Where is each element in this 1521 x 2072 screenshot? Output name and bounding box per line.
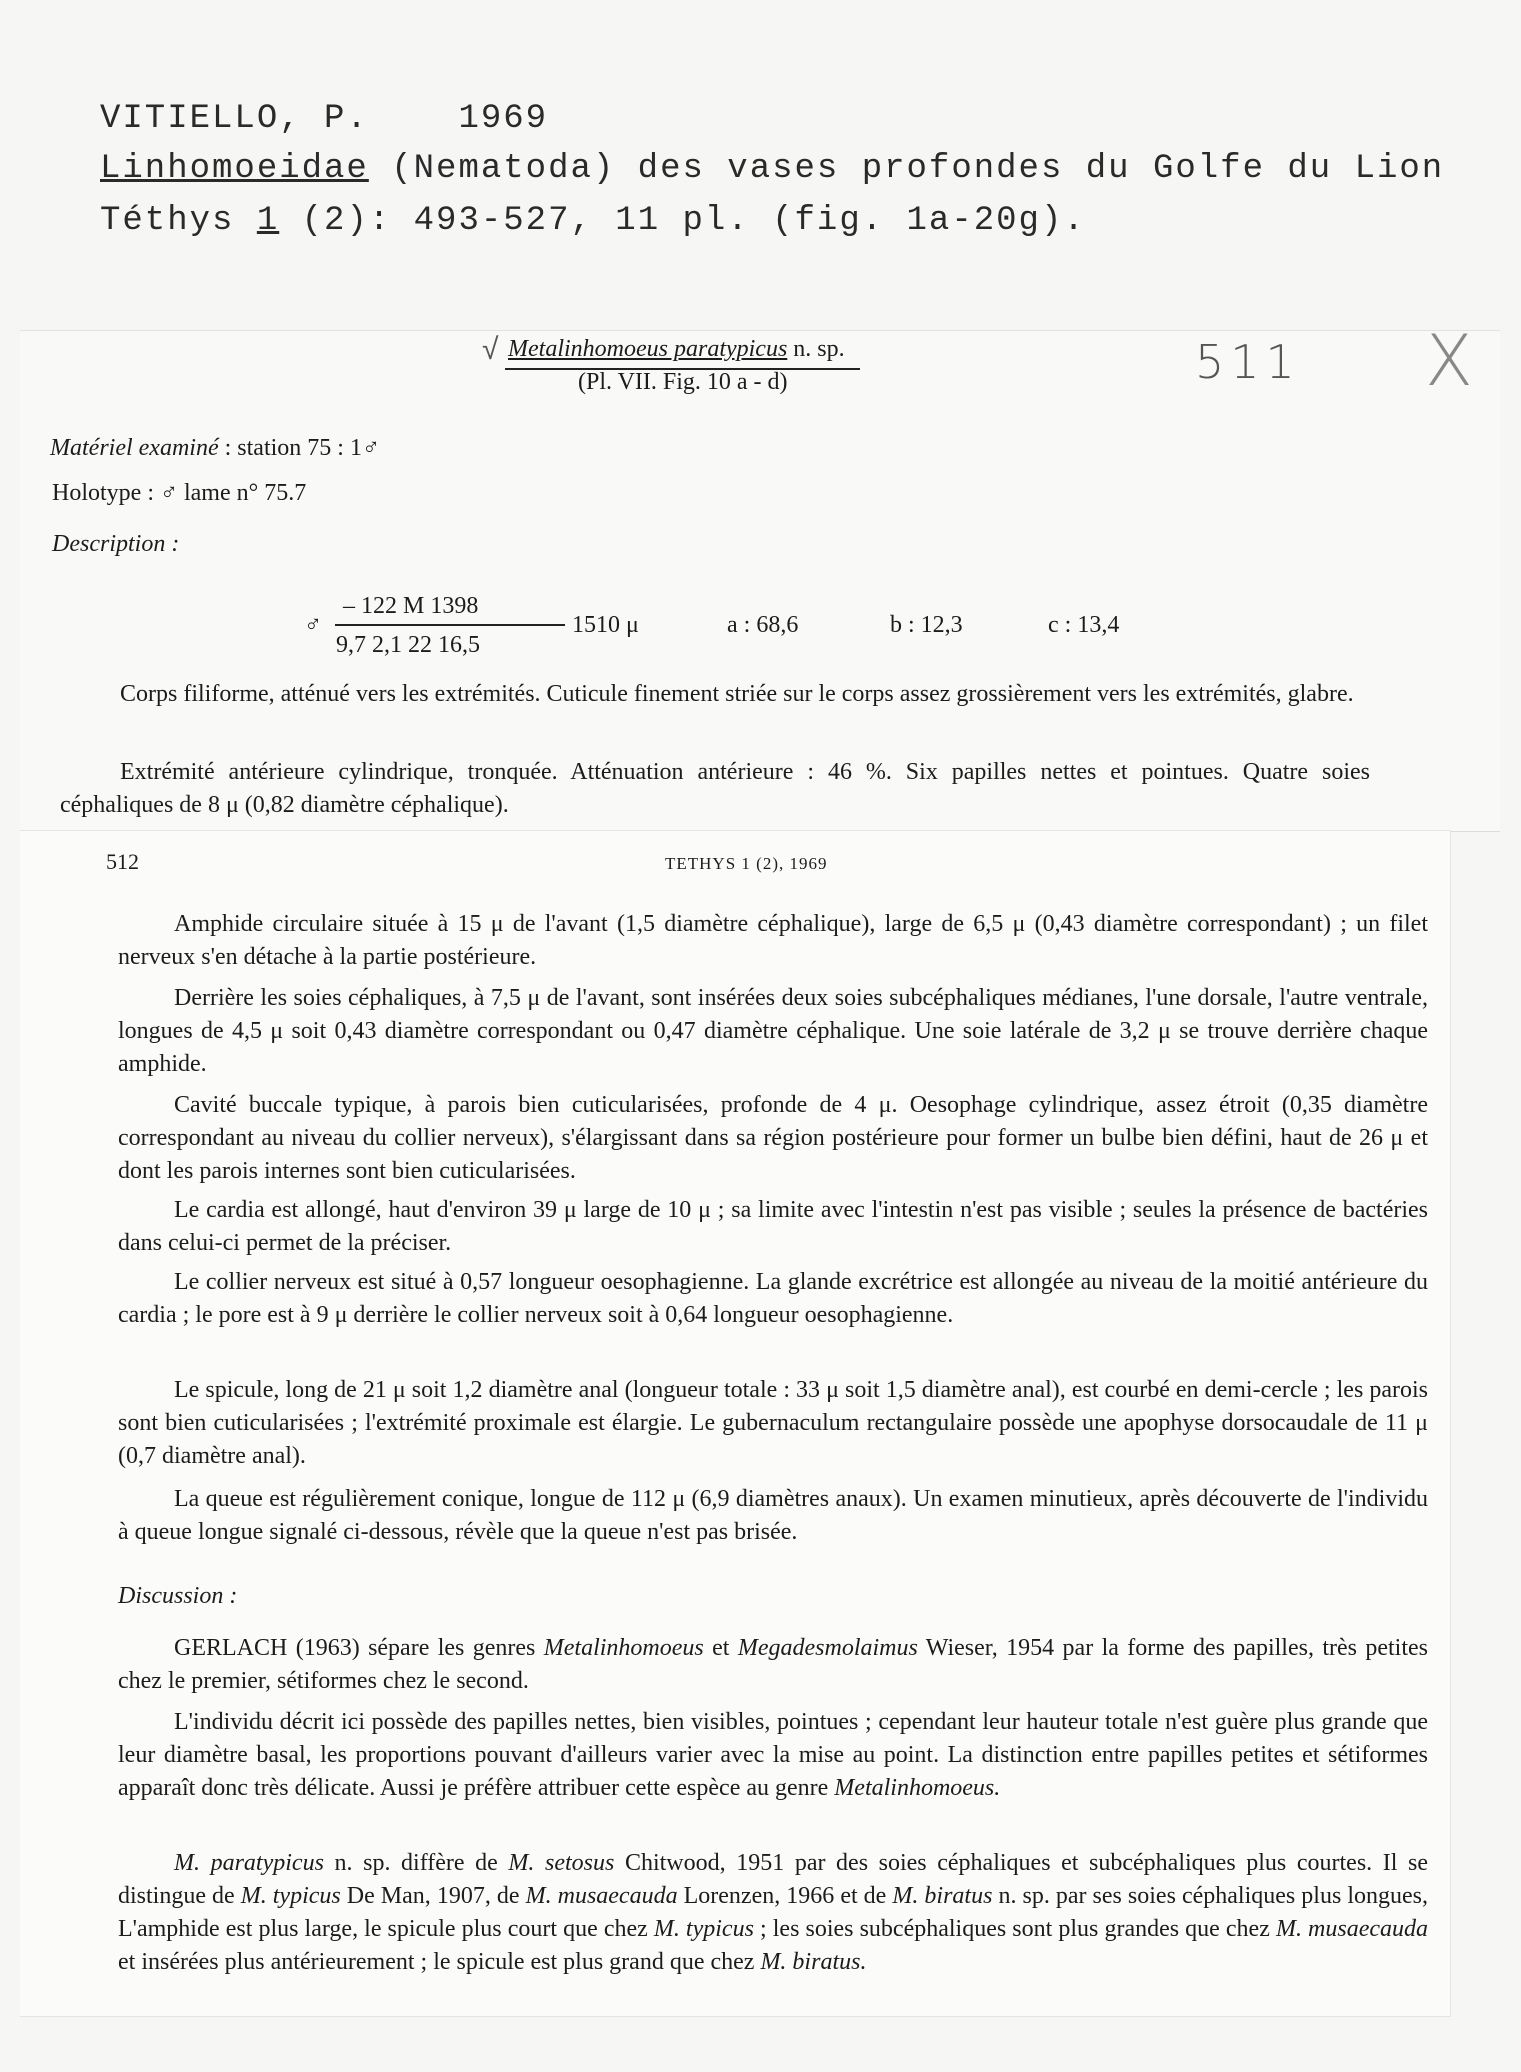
species-suffix: n. sp. [793, 336, 845, 362]
cross-mark: X [1425, 320, 1473, 402]
citation-line-3 [100, 202, 1086, 240]
formula-ratio-a: a : 68,6 [727, 612, 799, 638]
plate-reference: (Pl. VII. Fig. 10 a - d) [578, 369, 788, 395]
material-line [50, 432, 380, 465]
formula-fraction-bar [335, 624, 565, 626]
paragraph-amphid: Amphide circulaire située à 15 μ de l'avant (1,5 diamètre céphalique), large de 6,5 μ (0,43 diamètre correspondant) ; un filet nerveux s'en détache à la partie postérieure. [118, 911, 1428, 970]
running-title: TETHYS 1 (2), 1969 [665, 854, 828, 873]
journal-rest: (2): 493-527, 11 pl. (fig. 1a-20g). [301, 202, 1086, 240]
page-number: 512 [106, 849, 139, 874]
author: VITIELLO, P. [100, 100, 369, 138]
handwritten-page-note: 511 [1195, 335, 1301, 389]
paragraph-nerve-ring: Le collier nerveux est situé à 0,57 longueur oesophagienne. La glande excrétrice est allongée au niveau de la moitié antérieure du cardia ; le pore est à 9 μ derrière le collier nerveux soit à 0,64 longueur oesophagienne. [118, 1269, 1428, 1328]
paragraph-spicule: Le spicule, long de 21 μ soit 1,2 diamètre anal (longueur totale : 33 μ soit 1,5 diamètre anal), est courbé en demi-cercle ; les parois sont bien cuticularisées ; l'extrémité proximale est élargie. Le gubernaculum rectangulaire possède une apophyse dorsocaudale de 11 μ (0,7 diamètre anal). [118, 1377, 1428, 1469]
description-heading: Description : [52, 531, 180, 557]
paragraph-buccal-cavity: Cavité buccale typique, à parois bien cuticularisées, profonde de 4 μ. Oesophage cylindrique, assez étroit (0,35 diamètre correspondant au niveau du collier nerveux), s'élargissant dans sa région postérieure pour former un bulbe bien défini, haut de 26 μ et dont les parois internes sont bien cuticularisées. [118, 1092, 1428, 1184]
genus-megadesmolaimus: Megadesmolaimus [737, 1635, 918, 1661]
species-title [508, 333, 845, 366]
citation-line-2 [100, 150, 1444, 188]
paragraph-cardia: Le cardia est allongé, haut d'environ 39 μ large de 10 μ ; sa limite avec l'intestin n'est pas visible ; seules la présence de bactéries dans celui-ci permet de la préciser. [118, 1197, 1428, 1256]
journal-name: Téthys [100, 202, 235, 240]
year: 1969 [458, 100, 549, 138]
family-name: Linhomoeidae [100, 150, 369, 188]
paragraph-anterior-end: Extrémité antérieure cylindrique, tronquée. Atténuation antérieure : 46 %. Six papilles nettes et pointues. Quatre soies céphaliques de 8 μ (0,82 diamètre céphalique). [60, 759, 1370, 818]
holotype-line: Holotype : ♂ lame n° 75.7 [52, 480, 307, 506]
formula-ratio-c: c : 13,4 [1048, 612, 1120, 638]
formula-ratio-b: b : 12,3 [890, 612, 963, 638]
material-value: : station 75 : 1♂ [224, 435, 380, 461]
journal-volume: 1 [256, 202, 280, 240]
genus-metalinhomoeus-2: Metalinhomoeus. [834, 1775, 1001, 1801]
paragraph-body-shape: Corps filiforme, atténué vers les extrémités. Cuticule finement striée sur le corps assez grossièrement vers les extrémités, glabre. [120, 681, 1354, 707]
citation-line-1 [100, 100, 548, 138]
paragraph-discussion-gerlach: GERLACH (1963) sépare les genres Metalinhomoeus et Megadesmolaimus Wieser, 1954 par la forme des papilles, très petites chez le premier, sétiformes chez le second. [118, 1635, 1429, 1694]
formula-sex-symbol: ♂ [304, 612, 322, 638]
formula-numerator: – 122 M 1398 [343, 593, 479, 619]
paragraph-discussion-comparison: M. paratypicus n. sp. diffère de M. setosus Chitwood, 1951 par des soies céphaliques et subcéphaliques plus courtes. Il se distingue de M. typicus De Man, 1907, de M. musaecauda Lorenzen, 1966 et de M. biratus n. sp. par ses soies céphaliques plus longues, L'amphide est plus large, le spicule plus court que chez M. typicus ; les soies subcéphaliques sont plus grandes que chez M. musaecauda et insérées plus antérieurement ; le spicule est plus grand que chez M. biratus. [118, 1850, 1429, 1975]
title-rest: (Nematoda) des vases profondes du Golfe du Lion [391, 150, 1445, 188]
paragraph-discussion-papillae: L'individu décrit ici possède des papilles nettes, bien visibles, pointues ; cependant leur hauteur totale n'est guère plus grande que leur diamètre basal, les proportions pouvant d'ailleurs varier avec la mise au point. La distinction entre papilles petites et sétiformes apparaît donc très délicate. Aussi je préfère attribuer cette espèce au genre Metalinhomoeus. [118, 1709, 1428, 1801]
discussion-heading: Discussion : [118, 1583, 238, 1609]
formula-denominator: 9,7 2,1 22 16,5 [336, 632, 480, 658]
paragraph-tail: La queue est régulièrement conique, longue de 112 μ (6,9 diamètres anaux). Un examen minutieux, après découverte de l'individu à queue longue signalé ci-dessous, révèle que la queue n'est pas brisée. [118, 1486, 1428, 1545]
paragraph-subcephalic-setae: Derrière les soies céphaliques, à 7,5 μ de l'avant, sont insérées deux soies subcéphaliques médianes, l'une dorsale, l'autre ventrale, longues de 4,5 μ soit 0,43 diamètre correspondant ou 0,47 diamètre céphalique. Une soie latérale de 3,2 μ se trouve derrière chaque amphide. [118, 985, 1428, 1077]
material-label: Matériel examiné [50, 435, 219, 461]
species-name: Metalinhomoeus paratypicus [508, 336, 788, 362]
formula-total-length: 1510 μ [572, 612, 639, 638]
genus-metalinhomoeus: Metalinhomoeus [543, 1635, 704, 1661]
check-mark: √ [482, 332, 499, 367]
